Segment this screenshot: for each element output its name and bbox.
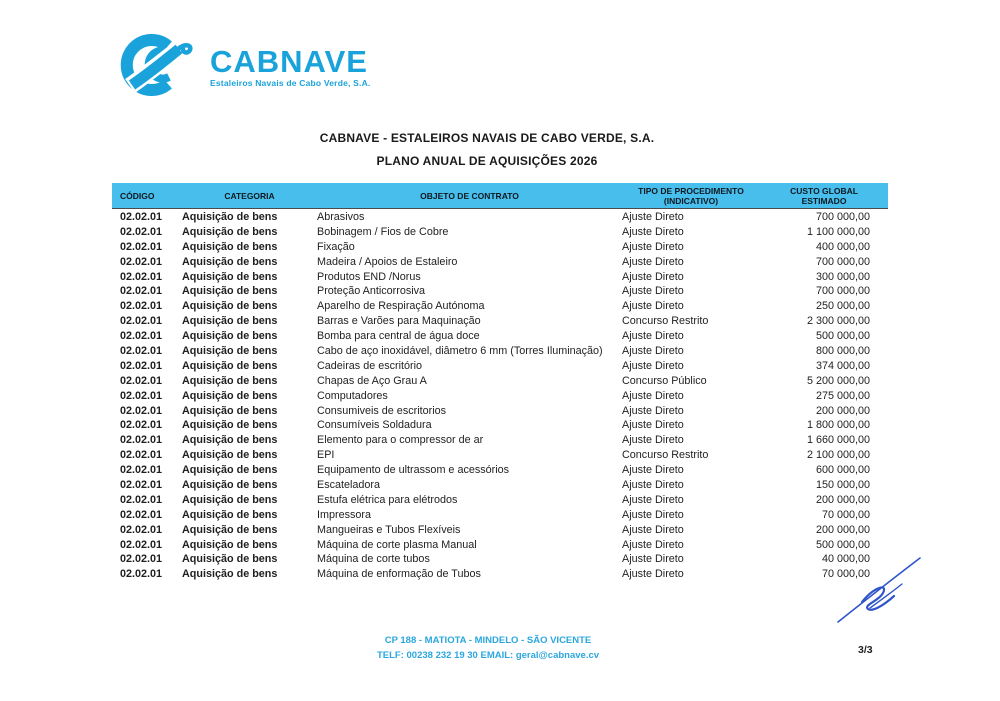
table-row xyxy=(112,478,888,493)
cell-codigo: 02.02.01 xyxy=(120,434,163,447)
cell-codigo: 02.02.01 xyxy=(120,345,163,358)
table-row xyxy=(112,225,888,240)
table-row xyxy=(112,538,888,553)
cell-categoria: Aquisição de bens xyxy=(182,419,278,432)
cell-custo-estimado: 700 000,00 xyxy=(815,255,870,268)
cell-tipo-procedimento: Ajuste Direto xyxy=(622,419,684,432)
cell-tipo-procedimento: Ajuste Direto xyxy=(622,479,684,492)
cell-custo-estimado: 70 000,00 xyxy=(821,508,870,521)
cell-objeto: Fixação xyxy=(317,240,355,253)
cell-tipo-procedimento: Concurso Restrito xyxy=(622,449,709,462)
header-custo-line1: CUSTO GLOBAL xyxy=(790,185,858,196)
cell-objeto: Chapas de Aço Grau A xyxy=(317,374,427,387)
acquisitions-table xyxy=(112,183,888,582)
cell-tipo-procedimento: Ajuste Direto xyxy=(622,404,684,417)
cell-tipo-procedimento: Ajuste Direto xyxy=(622,538,684,551)
cell-categoria: Aquisição de bens xyxy=(182,345,278,358)
cell-codigo: 02.02.01 xyxy=(120,255,163,268)
footer-address: CP 188 - MATIOTA - MINDELO - SÃO VICENTE xyxy=(384,635,592,646)
cell-custo-estimado: 300 000,00 xyxy=(815,270,870,283)
cell-custo-estimado: 700 000,00 xyxy=(815,211,870,223)
cell-tipo-procedimento: Ajuste Direto xyxy=(622,225,684,238)
cell-tipo-procedimento: Ajuste Direto xyxy=(622,508,684,521)
table-row xyxy=(112,240,888,255)
cell-objeto: Computadores xyxy=(317,389,388,402)
cell-tipo-procedimento: Concurso Restrito xyxy=(622,315,709,328)
header-custo-line2: ESTIMADO xyxy=(801,195,847,206)
cell-custo-estimado: 275 000,00 xyxy=(815,389,870,402)
cell-objeto: Proteção Anticorrosiva xyxy=(317,285,426,298)
cell-categoria: Aquisição de bens xyxy=(182,389,278,402)
header-custo-global xyxy=(760,186,888,206)
cell-categoria: Aquisição de bens xyxy=(182,285,278,298)
table-row xyxy=(112,299,888,314)
cell-custo-estimado: 500 000,00 xyxy=(815,330,870,343)
cell-tipo-procedimento: Ajuste Direto xyxy=(622,359,684,372)
cell-objeto: Cabo de aço inoxidável, diâmetro 6 mm (Torres Iluminação) xyxy=(317,345,603,358)
cell-custo-estimado: 70 000,00 xyxy=(821,568,870,581)
table-row xyxy=(112,389,888,404)
header-tipo-line2: (INDICATIVO) xyxy=(663,195,719,206)
cell-objeto: Mangueiras e Tubos Flexíveis xyxy=(317,523,461,536)
cell-objeto: EPI xyxy=(317,449,335,462)
cell-tipo-procedimento: Concurso Público xyxy=(622,374,707,387)
cell-codigo: 02.02.01 xyxy=(120,389,163,402)
cell-objeto: Equipamento de ultrassom e acessórios xyxy=(317,464,510,477)
cell-objeto: Produtos END /Norus xyxy=(317,270,421,283)
cell-codigo: 02.02.01 xyxy=(120,464,163,477)
cell-custo-estimado: 150 000,00 xyxy=(815,479,870,492)
cell-tipo-procedimento: Ajuste Direto xyxy=(622,255,684,268)
cell-custo-estimado: 40 000,00 xyxy=(821,553,870,566)
cell-objeto: Cadeiras de escritório xyxy=(317,359,423,372)
cabnave-logo xyxy=(106,28,370,100)
cell-codigo: 02.02.01 xyxy=(120,568,163,581)
cell-objeto: Máquina de corte tubos xyxy=(317,553,430,566)
cell-codigo: 02.02.01 xyxy=(120,479,163,492)
table-row xyxy=(112,344,888,359)
cell-codigo: 02.02.01 xyxy=(120,285,163,298)
cell-codigo: 02.02.01 xyxy=(120,330,163,343)
cell-tipo-procedimento: Ajuste Direto xyxy=(622,464,684,477)
cell-custo-estimado: 200 000,00 xyxy=(815,404,870,417)
cell-custo-estimado: 1 800 000,00 xyxy=(806,419,870,432)
cell-categoria: Aquisição de bens xyxy=(182,315,278,328)
cell-categoria: Aquisição de bens xyxy=(182,225,278,238)
table-row xyxy=(112,448,888,463)
cell-custo-estimado: 500 000,00 xyxy=(815,538,870,551)
table-header-row xyxy=(112,183,888,209)
cell-codigo: 02.02.01 xyxy=(120,300,163,313)
document-title-block xyxy=(0,131,974,168)
logo-text xyxy=(210,43,371,88)
table-row xyxy=(112,508,888,523)
table-row xyxy=(112,418,888,433)
cell-categoria: Aquisição de bens xyxy=(182,300,278,313)
cell-objeto: Escateladora xyxy=(317,479,381,492)
cell-tipo-procedimento: Ajuste Direto xyxy=(622,345,684,358)
cell-tipo-procedimento: Ajuste Direto xyxy=(622,330,684,343)
cell-tipo-procedimento: Ajuste Direto xyxy=(622,389,684,402)
cell-codigo: 02.02.01 xyxy=(120,404,163,417)
cell-categoria: Aquisição de bens xyxy=(182,508,278,521)
cell-objeto: Barras e Varões para Maquinação xyxy=(317,315,481,328)
cell-objeto: Aparelho de Respiração Autónoma xyxy=(317,300,485,313)
cell-tipo-procedimento: Ajuste Direto xyxy=(622,211,684,223)
table-row xyxy=(112,314,888,329)
cell-codigo: 02.02.01 xyxy=(120,508,163,521)
cell-codigo: 02.02.01 xyxy=(120,553,163,566)
cell-objeto: Máquina de enformação de Tubos xyxy=(317,568,481,581)
table-row xyxy=(112,463,888,478)
cell-tipo-procedimento: Ajuste Direto xyxy=(622,240,684,253)
table-row xyxy=(112,433,888,448)
cell-categoria: Aquisição de bens xyxy=(182,255,278,268)
table-row xyxy=(112,493,888,508)
table-row xyxy=(112,270,888,285)
cell-categoria: Aquisição de bens xyxy=(182,449,278,462)
cell-objeto: Elemento para o compressor de ar xyxy=(317,434,484,447)
cell-objeto: Máquina de corte plasma Manual xyxy=(317,538,477,551)
cell-custo-estimado: 800 000,00 xyxy=(815,345,870,358)
cell-tipo-procedimento: Ajuste Direto xyxy=(622,300,684,313)
cell-codigo: 02.02.01 xyxy=(120,270,163,283)
cell-objeto: Impressora xyxy=(317,508,372,521)
cell-objeto: Bobinagem / Fios de Cobre xyxy=(317,225,449,238)
page-number: 3/3 xyxy=(858,644,873,656)
cell-tipo-procedimento: Ajuste Direto xyxy=(622,270,684,283)
cell-categoria: Aquisição de bens xyxy=(182,479,278,492)
header-categoria: CATEGORIA xyxy=(224,190,275,201)
cell-tipo-procedimento: Ajuste Direto xyxy=(622,523,684,536)
cell-custo-estimado: 400 000,00 xyxy=(815,240,870,253)
table-row xyxy=(112,284,888,299)
cell-objeto: Estufa elétrica para elétrodos xyxy=(317,493,458,506)
cell-tipo-procedimento: Ajuste Direto xyxy=(622,493,684,506)
cell-custo-estimado: 2 100 000,00 xyxy=(806,449,870,462)
cell-tipo-procedimento: Ajuste Direto xyxy=(622,434,684,447)
cell-categoria: Aquisição de bens xyxy=(182,270,278,283)
table-row xyxy=(112,523,888,538)
cell-categoria: Aquisição de bens xyxy=(182,538,278,551)
table-body xyxy=(112,209,888,582)
table-row xyxy=(112,329,888,344)
cell-categoria: Aquisição de bens xyxy=(182,523,278,536)
header-objeto: OBJETO DE CONTRATO xyxy=(420,190,519,201)
cell-custo-estimado: 374 000,00 xyxy=(815,359,870,372)
signature-ink xyxy=(836,556,922,624)
cell-categoria: Aquisição de bens xyxy=(182,374,278,387)
cell-custo-estimado: 200 000,00 xyxy=(815,523,870,536)
cell-categoria: Aquisição de bens xyxy=(182,359,278,372)
cell-codigo: 02.02.01 xyxy=(120,225,163,238)
cell-objeto: Consumiveis de escritorios xyxy=(317,404,447,417)
table-row xyxy=(112,374,888,389)
table-row xyxy=(112,552,888,567)
cell-custo-estimado: 250 000,00 xyxy=(815,300,870,313)
plan-title: PLANO ANUAL DE AQUISIÇÕES 2026 xyxy=(376,154,598,168)
cell-categoria: Aquisição de bens xyxy=(182,330,278,343)
header-tipo-line1: TIPO DE PROCEDIMENTO xyxy=(638,185,744,196)
cell-categoria: Aquisição de bens xyxy=(182,434,278,447)
cell-codigo: 02.02.01 xyxy=(120,315,163,328)
table-row xyxy=(112,404,888,419)
cell-custo-estimado: 1 660 000,00 xyxy=(806,434,870,447)
table-row xyxy=(112,567,888,582)
cell-codigo: 02.02.01 xyxy=(120,359,163,372)
cell-objeto: Consumíveis Soldadura xyxy=(317,419,432,432)
cell-categoria: Aquisição de bens xyxy=(182,240,278,253)
cell-custo-estimado: 200 000,00 xyxy=(815,493,870,506)
table-row xyxy=(112,255,888,270)
header-codigo: CÓDIGO xyxy=(120,190,155,201)
cell-codigo: 02.02.01 xyxy=(120,449,163,462)
cell-categoria: Aquisição de bens xyxy=(182,553,278,566)
cell-codigo: 02.02.01 xyxy=(120,211,163,223)
cell-objeto: Madeira / Apoios de Estaleiro xyxy=(317,255,458,268)
table-row xyxy=(112,210,888,225)
cell-codigo: 02.02.01 xyxy=(120,538,163,551)
cell-categoria: Aquisição de bens xyxy=(182,493,278,506)
cell-custo-estimado: 700 000,00 xyxy=(815,285,870,298)
table-row xyxy=(112,359,888,374)
cell-codigo: 02.02.01 xyxy=(120,240,163,253)
footer-contact: TELF: 00238 232 19 30 EMAIL: geral@cabnave.cv xyxy=(376,650,600,661)
footer-contact-block xyxy=(0,633,976,663)
cell-custo-estimado: 1 100 000,00 xyxy=(806,225,870,238)
cell-custo-estimado: 2 300 000,00 xyxy=(806,315,870,328)
cell-custo-estimado: 5 200 000,00 xyxy=(806,374,870,387)
cell-codigo: 02.02.01 xyxy=(120,419,163,432)
company-title: CABNAVE - ESTALEIROS NAVAIS DE CABO VERDE, S.A. xyxy=(319,131,655,145)
cell-codigo: 02.02.01 xyxy=(120,493,163,506)
cell-categoria: Aquisição de bens xyxy=(182,464,278,477)
cell-objeto: Abrasivos xyxy=(317,211,365,223)
cell-categoria: Aquisição de bens xyxy=(182,568,278,581)
cell-tipo-procedimento: Ajuste Direto xyxy=(622,568,684,581)
logo-subtitle: Estaleiros Navais de Cabo Verde, S.A. xyxy=(210,77,371,88)
cell-categoria: Aquisição de bens xyxy=(182,211,278,223)
cell-custo-estimado: 600 000,00 xyxy=(815,464,870,477)
cell-tipo-procedimento: Ajuste Direto xyxy=(622,285,684,298)
cabnave-rope-c-icon xyxy=(106,28,206,100)
cell-objeto: Bomba para central de água doce xyxy=(317,330,480,343)
header-tipo-procedimento xyxy=(622,186,760,206)
cell-categoria: Aquisição de bens xyxy=(182,404,278,417)
logo-wordmark: CABNAVE xyxy=(210,43,368,79)
cell-codigo: 02.02.01 xyxy=(120,374,163,387)
cell-codigo: 02.02.01 xyxy=(120,523,163,536)
cell-tipo-procedimento: Ajuste Direto xyxy=(622,553,684,566)
